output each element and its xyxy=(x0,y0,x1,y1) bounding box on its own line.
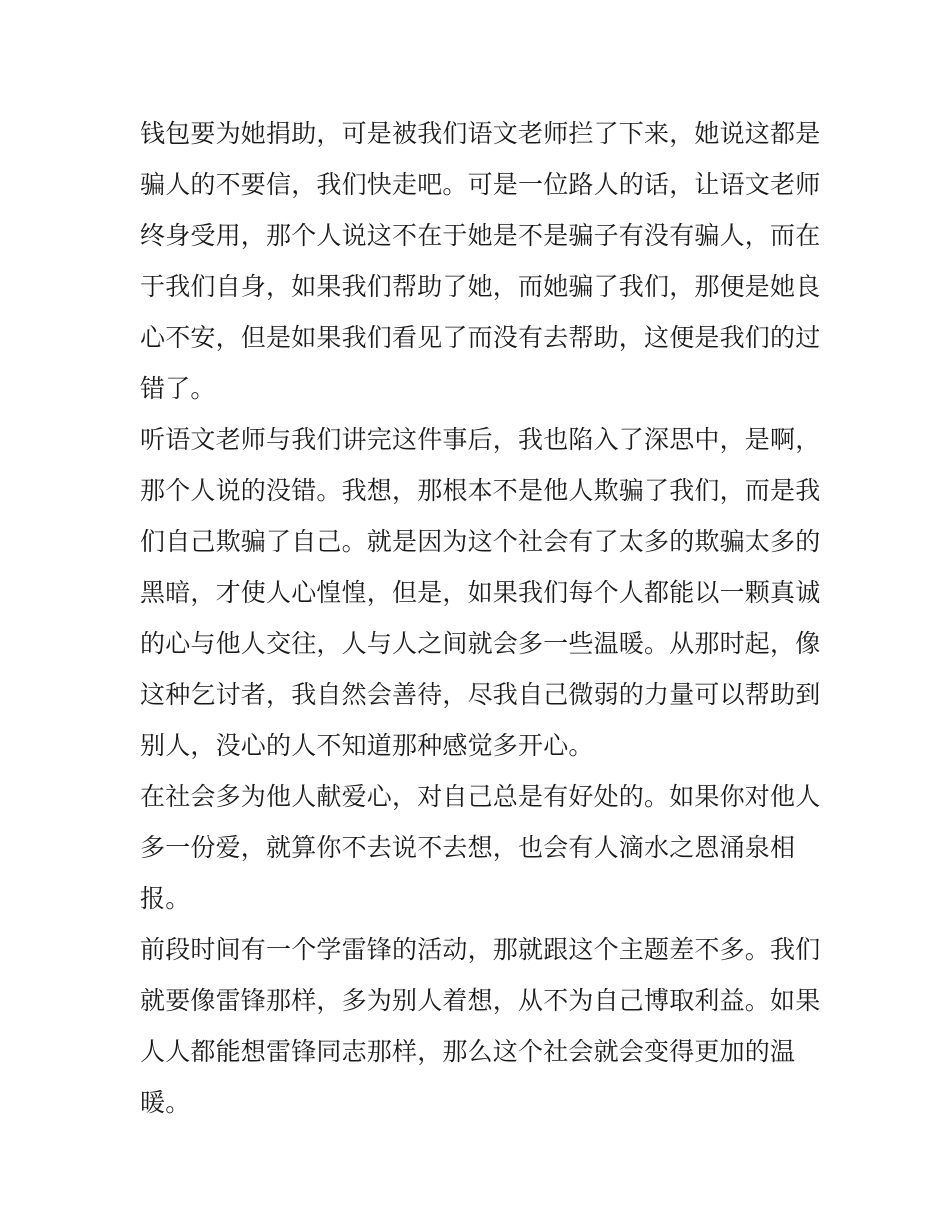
text-line: 报。 xyxy=(140,884,191,913)
text-line: 钱包要为她捐助，可是被我们语文老师拦了下来，她说这都是 xyxy=(140,119,821,148)
text-line: 听语文老师与我们讲完这件事后，我也陷入了深思中，是啊， xyxy=(140,425,821,454)
text-line: 那个人说的没错。我想，那根本不是他人欺骗了我们，而是我 xyxy=(140,476,821,505)
text-line: 暖。 xyxy=(140,1088,191,1117)
document-body xyxy=(140,108,820,1128)
text-line: 在社会多为他人献爱心，对自己总是有好处的。如果你对他人 xyxy=(140,782,821,811)
text-line: 人人都能想雷锋同志那样，那么这个社会就会变得更加的温 xyxy=(140,1037,796,1066)
text-line: 的心与他人交往，人与人之间就会多一些温暖。从那时起，像 xyxy=(140,629,821,658)
text-line: 别人，没心的人不知道那种感觉多开心。 xyxy=(140,731,594,760)
text-line: 就要像雷锋那样，多为别人着想，从不为自己博取利益。如果 xyxy=(140,986,821,1015)
text-line: 心不安，但是如果我们看见了而没有去帮助，这便是我们的过 xyxy=(140,323,821,352)
text-line: 黑暗，才使人心惶惶，但是，如果我们每个人都能以一颗真诚 xyxy=(140,578,821,607)
text-line: 多一份爱，就算你不去说不去想，也会有人滴水之恩涌泉相 xyxy=(140,833,796,862)
text-line: 这种乞讨者，我自然会善待，尽我自己微弱的力量可以帮助到 xyxy=(140,680,821,709)
text-line: 们自己欺骗了自己。就是因为这个社会有了太多的欺骗太多的 xyxy=(140,527,821,556)
text-line: 前段时间有一个学雷锋的活动，那就跟这个主题差不多。我们 xyxy=(140,935,821,964)
paragraph-4 xyxy=(140,924,820,1128)
paragraph-1 xyxy=(140,108,820,414)
text-line: 错了。 xyxy=(140,374,216,403)
text-line: 骗人的不要信，我们快走吧。可是一位路人的话，让语文老师 xyxy=(140,170,821,199)
paragraph-2 xyxy=(140,414,820,771)
paragraph-3 xyxy=(140,771,820,924)
text-line: 于我们自身，如果我们帮助了她，而她骗了我们，那便是她良 xyxy=(140,272,821,301)
text-line: 终身受用，那个人说这不在于她是不是骗子有没有骗人，而在 xyxy=(140,221,821,250)
